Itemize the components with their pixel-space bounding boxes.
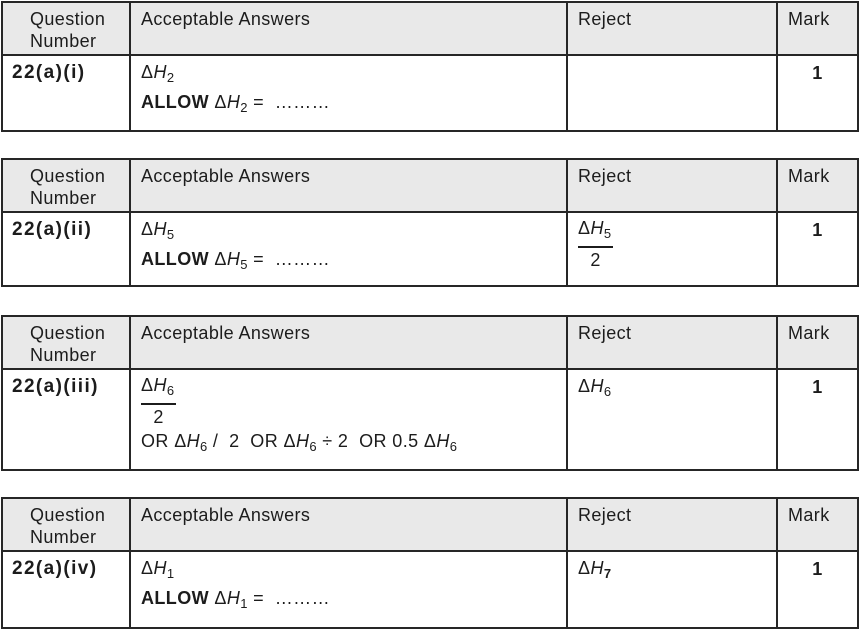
header-question-line2: Number	[30, 527, 97, 547]
reject-cell: $\Delta H_7$	[567, 551, 777, 628]
question-number-cell: 22(a)(iv)	[2, 551, 130, 628]
table-body-row	[2, 212, 858, 286]
mark-cell: 1	[777, 369, 858, 470]
mark-scheme-table-2	[1, 158, 859, 287]
header-reject: Reject	[567, 498, 777, 551]
header-mark: Mark	[777, 2, 858, 55]
table-header-row	[2, 2, 858, 55]
header-question-line1: Question	[30, 9, 106, 29]
mark-scheme-table-1	[1, 1, 859, 132]
acceptable-answers-cell: $\Delta H_2$ ALLOW $\Delta H_2$ = ………	[130, 55, 567, 131]
fraction: $\frac{\Delta H_6}{2}$	[141, 375, 175, 427]
acceptable-answers-cell: $\Delta H_5$ ALLOW $\Delta H_5$ = ………	[130, 212, 567, 286]
header-acceptable-answers: Acceptable Answers	[130, 316, 567, 369]
table-body-row	[2, 369, 858, 470]
header-acceptable-answers: Acceptable Answers	[130, 498, 567, 551]
header-reject: Reject	[567, 316, 777, 369]
header-question-number	[2, 2, 130, 55]
acceptable-answers-cell: $\Delta H_1$ ALLOW $\Delta H_1$ = ………	[130, 551, 567, 628]
header-acceptable-answers: Acceptable Answers	[130, 2, 567, 55]
header-mark: Mark	[777, 498, 858, 551]
mark-cell: 1	[777, 55, 858, 131]
header-question-line2: Number	[30, 31, 97, 51]
acceptable-answers-cell: $\frac{\Delta H_6}{2}$ OR $\Delta H_6 / 2$ OR $\Delta H_6 \div 2$ OR 0.5 $\Delta H_6$	[130, 369, 567, 470]
mark-cell: 1	[777, 212, 858, 286]
header-question-number	[2, 316, 130, 369]
header-acceptable-answers: Acceptable Answers	[130, 159, 567, 212]
mark-cell: 1	[777, 551, 858, 628]
header-reject: Reject	[567, 159, 777, 212]
fraction: $\frac{\Delta H_5}{2}$	[578, 218, 612, 270]
table-header-row	[2, 159, 858, 212]
reject-cell	[567, 55, 777, 131]
header-question-line2: Number	[30, 345, 97, 365]
mark-scheme-table-3	[1, 315, 859, 471]
header-mark: Mark	[777, 316, 858, 369]
mark-scheme-table-4	[1, 497, 859, 629]
header-mark: Mark	[777, 159, 858, 212]
table-body-row	[2, 551, 858, 628]
reject-cell: $\Delta H_6$	[567, 369, 777, 470]
table-header-row	[2, 498, 858, 551]
question-number-cell: 22(a)(ii)	[2, 212, 130, 286]
table-body-row	[2, 55, 858, 131]
reject-cell	[567, 212, 777, 286]
table-header-row	[2, 316, 858, 369]
header-question-line2: Number	[30, 188, 97, 208]
header-question-number	[2, 159, 130, 212]
header-question-line1: Question	[30, 323, 106, 343]
question-number-cell: 22(a)(i)	[2, 55, 130, 131]
header-question-line1: Question	[30, 505, 106, 525]
header-question-line1: Question	[30, 166, 106, 186]
header-question-number	[2, 498, 130, 551]
header-reject: Reject	[567, 2, 777, 55]
question-number-cell: 22(a)(iii)	[2, 369, 130, 470]
